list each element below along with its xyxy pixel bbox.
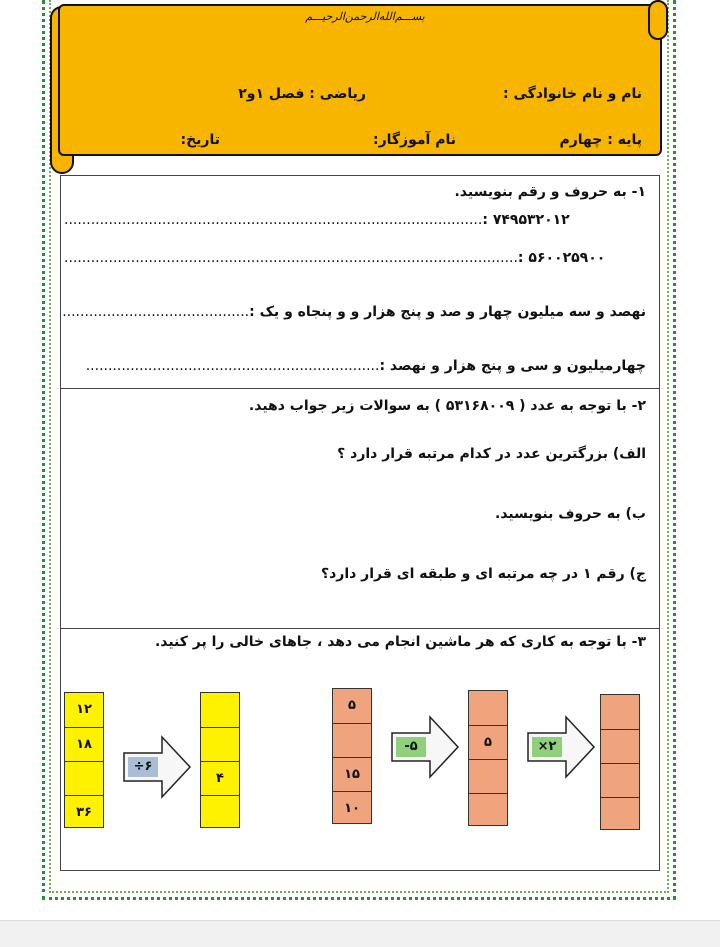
answer-line[interactable]: ...................................................................................................... bbox=[64, 250, 518, 266]
bismillah: بســـم‌الله‌الرحمن‌الرحیـــم bbox=[305, 10, 425, 23]
q2-part-a: الف) بزرگترین عدد در کدام مرتبه قرار دارد ؟ bbox=[337, 446, 646, 462]
machine1-output-cell[interactable] bbox=[201, 693, 239, 727]
answer-line[interactable]: .................................................................. bbox=[85, 358, 380, 374]
machine1-output-cell: ۴ bbox=[201, 761, 239, 795]
scroll-roll-right bbox=[648, 0, 668, 40]
page-bottom-bar bbox=[0, 920, 720, 947]
machine1-operation: ÷۶ bbox=[133, 759, 153, 774]
machine2-middle-cell[interactable] bbox=[469, 691, 507, 725]
machine1-input-cell: ۱۲ bbox=[76, 702, 92, 717]
grade-label: پایه : چهارم bbox=[559, 132, 642, 148]
machine2-operation1: -۵ bbox=[404, 739, 418, 754]
q3-title: ۳- با توجه به کاری که هر ماشین انجام می دهد ، جاهای خالی را پر کنید. bbox=[154, 634, 646, 650]
machine2-output-cell[interactable] bbox=[601, 797, 639, 831]
machine2-output-column bbox=[600, 694, 640, 830]
machine2-output-cell[interactable] bbox=[601, 729, 639, 763]
divider-2 bbox=[60, 628, 660, 629]
machine2-input-column bbox=[332, 688, 372, 824]
teacher-label: نام آموزگار: bbox=[372, 132, 456, 148]
q1-line2-number: ۵۶۰۰۲۵۹۰۰ :...................................................................................................... bbox=[64, 250, 606, 266]
machine2-operation2: ×۲ bbox=[537, 739, 557, 754]
machine1-input-cell: ۳۶ bbox=[65, 795, 103, 829]
machine2-middle-cell: ۵ bbox=[469, 725, 507, 759]
machine2-input-cell: ۱۰ bbox=[333, 791, 371, 825]
machine1-output-cell[interactable] bbox=[201, 727, 239, 761]
date-label: تاریخ: bbox=[180, 132, 220, 148]
machine2-middle-cell[interactable] bbox=[469, 759, 507, 793]
q1-line1-number: ۷۴۹۵۳۲۰۱۲ :.............................................................................................. bbox=[64, 212, 570, 228]
machine2-output-cell[interactable] bbox=[601, 763, 639, 797]
q2-part-b: ب) به حروف بنویسید. bbox=[495, 506, 646, 522]
machine2-input-cell: ۵ bbox=[348, 698, 356, 713]
answer-line[interactable]: .......................................... bbox=[62, 304, 250, 320]
machine1-output-cell[interactable] bbox=[201, 795, 239, 829]
q1-line4: چهارمیلیون و سی و پنج هزار و نهصد :.................................................................. bbox=[85, 358, 646, 374]
q2-part-c: ج) رقم ۱ در چه مرتبه ای و طبقه ای قرار دارد؟ bbox=[320, 566, 646, 582]
machine1-input-cell[interactable] bbox=[65, 761, 103, 795]
q1-line3: نهصد و سه میلیون چهار و صد و پنج هزار و و پنجاه و یک :.......................................... bbox=[62, 304, 646, 320]
machine2-output-cell[interactable] bbox=[601, 695, 639, 729]
machine2-middle-cell[interactable] bbox=[469, 793, 507, 827]
machine1-input-column bbox=[64, 692, 104, 828]
machine1-output-column bbox=[200, 692, 240, 828]
q1-title: ۱- به حروف و رقم بنویسید. bbox=[454, 184, 646, 200]
divider-1 bbox=[60, 388, 660, 389]
machine2-input-cell: ۱۵ bbox=[333, 757, 371, 791]
name-label: نام و نام خانوادگی : bbox=[502, 86, 642, 102]
machine2-middle-column bbox=[468, 690, 508, 826]
q2-title: ۲- با توجه به عدد ( ۵۳۱۶۸۰۰۹ ) به سوالات زیر جواب دهید. bbox=[248, 398, 646, 414]
subject-label: ریاضی : فصل ۱و۲ bbox=[238, 86, 366, 102]
machine2-input-cell[interactable] bbox=[333, 723, 371, 757]
machine1-input-cell: ۱۸ bbox=[65, 727, 103, 761]
answer-line[interactable]: .............................................................................................. bbox=[64, 212, 483, 228]
